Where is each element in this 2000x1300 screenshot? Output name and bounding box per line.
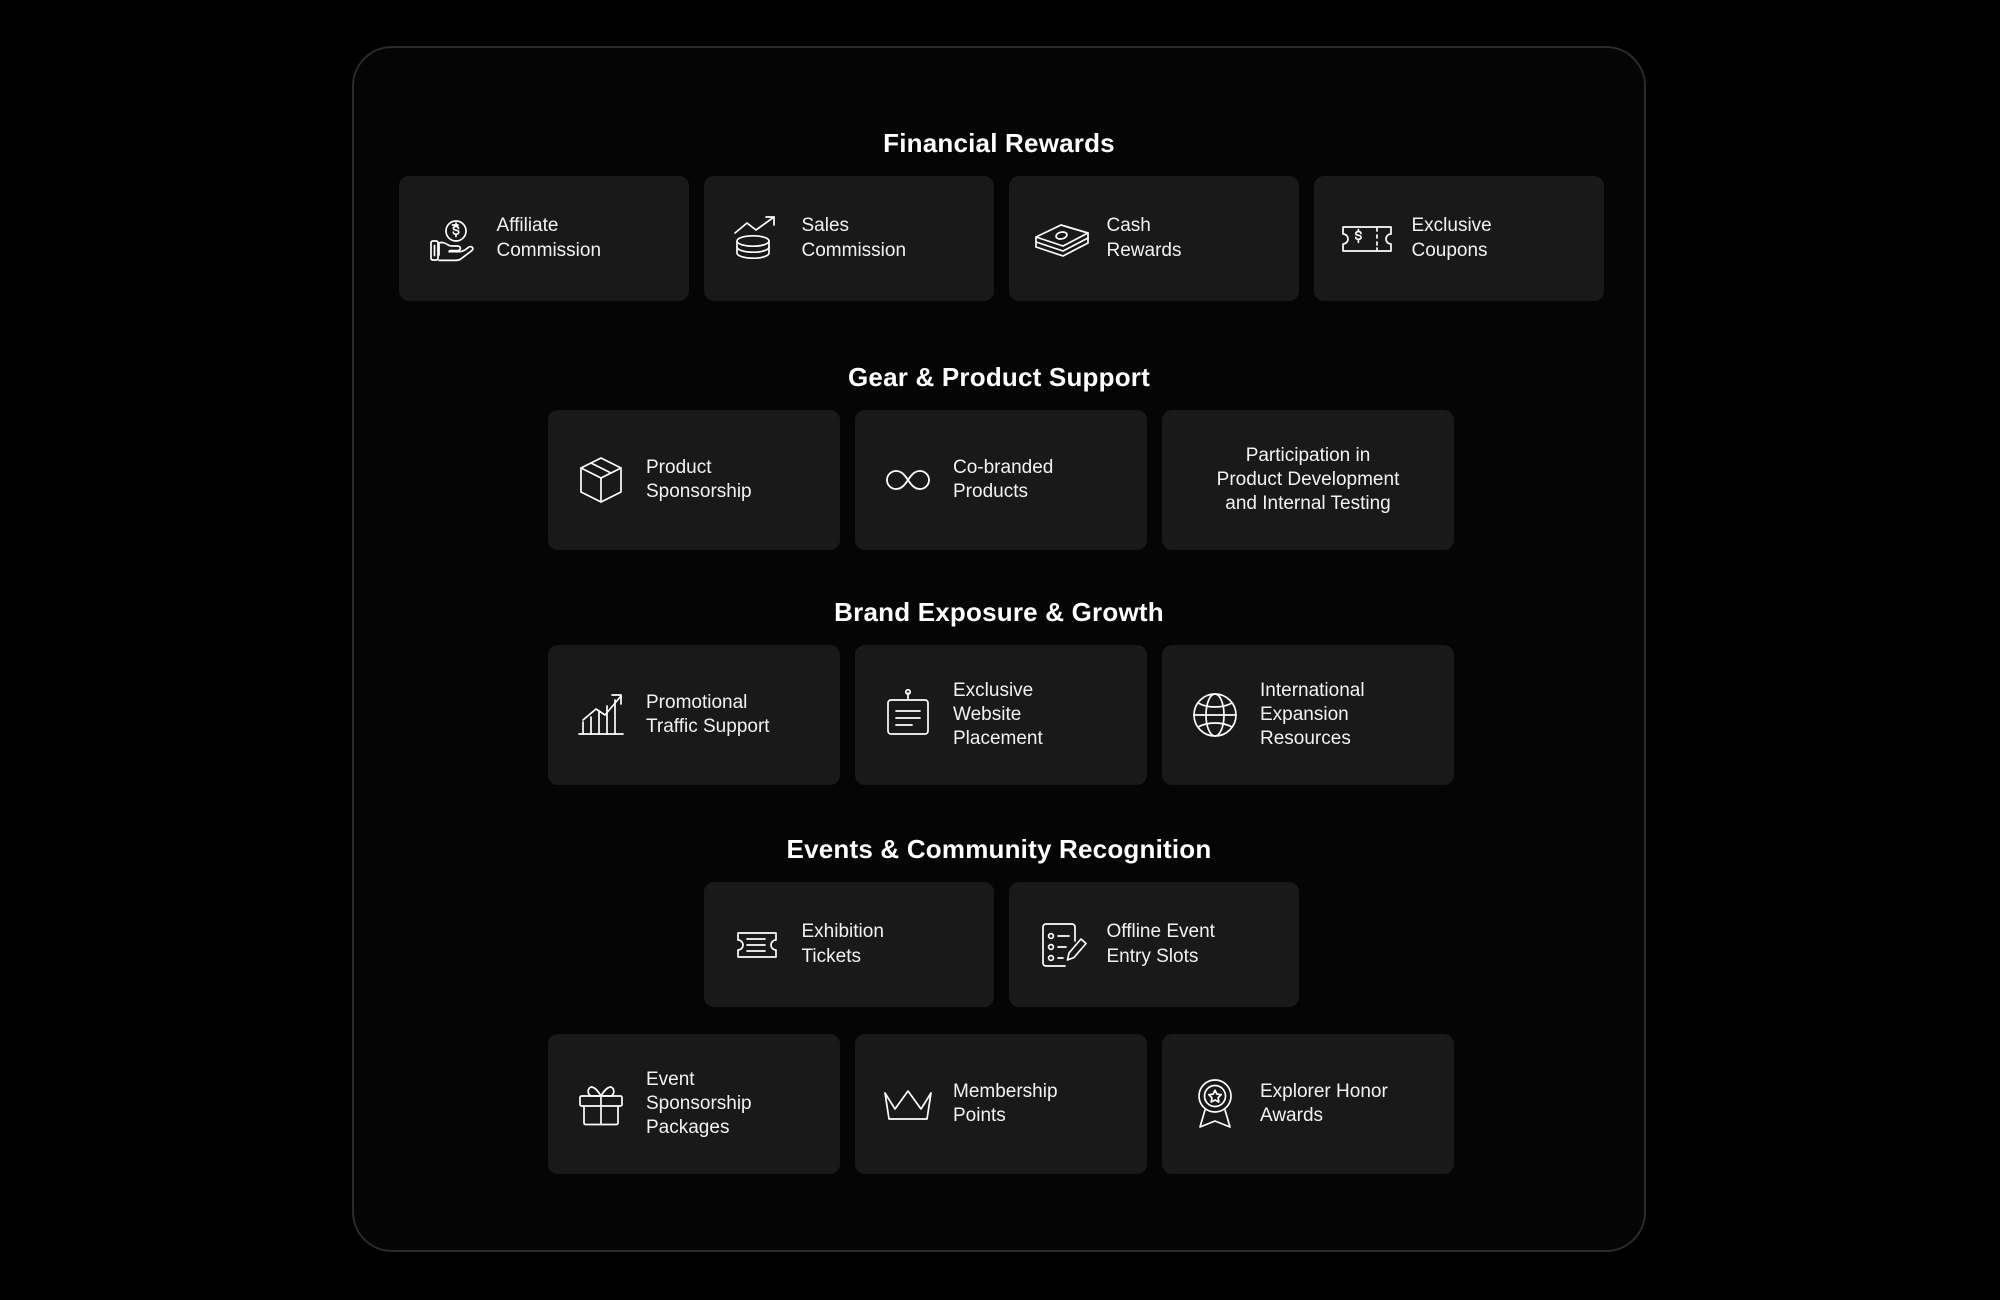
card-label: Participation in Product Development and Internal Testing <box>1216 444 1400 515</box>
card-label: Affiliate Commission <box>496 215 602 261</box>
card-label: Explorer Honor Awards <box>1260 1080 1388 1126</box>
card-membership-points[interactable] <box>855 1034 1147 1174</box>
section-row-gear-product-support <box>394 410 1608 550</box>
card-exclusive-website-placement[interactable] <box>855 645 1147 785</box>
card-cash-rewards[interactable] <box>1009 176 1299 301</box>
infinity-icon <box>877 449 939 511</box>
box-package-icon <box>570 449 632 511</box>
card-label: Sales Commission <box>801 215 907 261</box>
section-row-brand-exposure-growth <box>394 645 1608 785</box>
card-label: Event Sponsorship Packages <box>646 1068 752 1139</box>
globe-icon <box>1184 684 1246 746</box>
coupon-ticket-dollar-icon <box>1336 208 1398 270</box>
card-offline-event-entry-slots[interactable] <box>1009 882 1299 1007</box>
card-label: Exhibition Tickets <box>801 921 884 967</box>
card-participation-product-development[interactable] <box>1162 410 1454 550</box>
website-placement-card-icon <box>877 684 939 746</box>
card-promotional-traffic-support[interactable] <box>548 645 840 785</box>
card-label: Product Sponsorship <box>646 456 752 502</box>
section-title-brand-exposure-growth: Brand Exposure & Growth <box>834 597 1164 627</box>
panel-inner <box>354 48 1644 1250</box>
card-label: Exclusive Coupons <box>1411 215 1492 261</box>
section-title-financial-rewards: Financial Rewards <box>883 128 1115 158</box>
card-co-branded-products[interactable] <box>855 410 1147 550</box>
cash-stack-icon <box>1031 208 1093 270</box>
card-label: Membership Points <box>953 1080 1058 1126</box>
section-row-events-2 <box>394 1034 1608 1174</box>
card-event-sponsorship-packages[interactable] <box>548 1034 840 1174</box>
card-exclusive-coupons[interactable] <box>1314 176 1604 301</box>
benefits-panel <box>352 46 1646 1252</box>
card-explorer-honor-awards[interactable] <box>1162 1034 1454 1174</box>
card-label: Offline Event Entry Slots <box>1106 921 1215 967</box>
clipboard-pen-icon <box>1031 914 1093 976</box>
bar-chart-arrow-icon <box>570 684 632 746</box>
card-label: International Expansion Resources <box>1260 679 1365 750</box>
card-label: Exclusive Website Placement <box>953 679 1043 750</box>
card-label: Cash Rewards <box>1106 215 1182 261</box>
section-row-events-1 <box>394 882 1608 1007</box>
section-title-gear-product-support: Gear & Product Support <box>848 362 1150 392</box>
award-ribbon-icon <box>1184 1073 1246 1135</box>
money-bag-hand-icon <box>421 208 483 270</box>
card-sales-commission[interactable] <box>704 176 994 301</box>
gift-icon <box>570 1073 632 1135</box>
section-row-financial-rewards <box>394 176 1608 301</box>
coins-growth-arrow-icon <box>726 208 788 270</box>
card-label: Co-branded Products <box>953 456 1054 502</box>
section-title-events-community-recognition: Events & Community Recognition <box>786 834 1212 864</box>
crown-icon <box>877 1073 939 1135</box>
card-exhibition-tickets[interactable] <box>704 882 994 1007</box>
card-international-expansion-resources[interactable] <box>1162 645 1454 785</box>
card-affiliate-commission[interactable] <box>399 176 689 301</box>
card-product-sponsorship[interactable] <box>548 410 840 550</box>
card-label: Promotional Traffic Support <box>646 691 770 737</box>
ticket-icon <box>726 914 788 976</box>
